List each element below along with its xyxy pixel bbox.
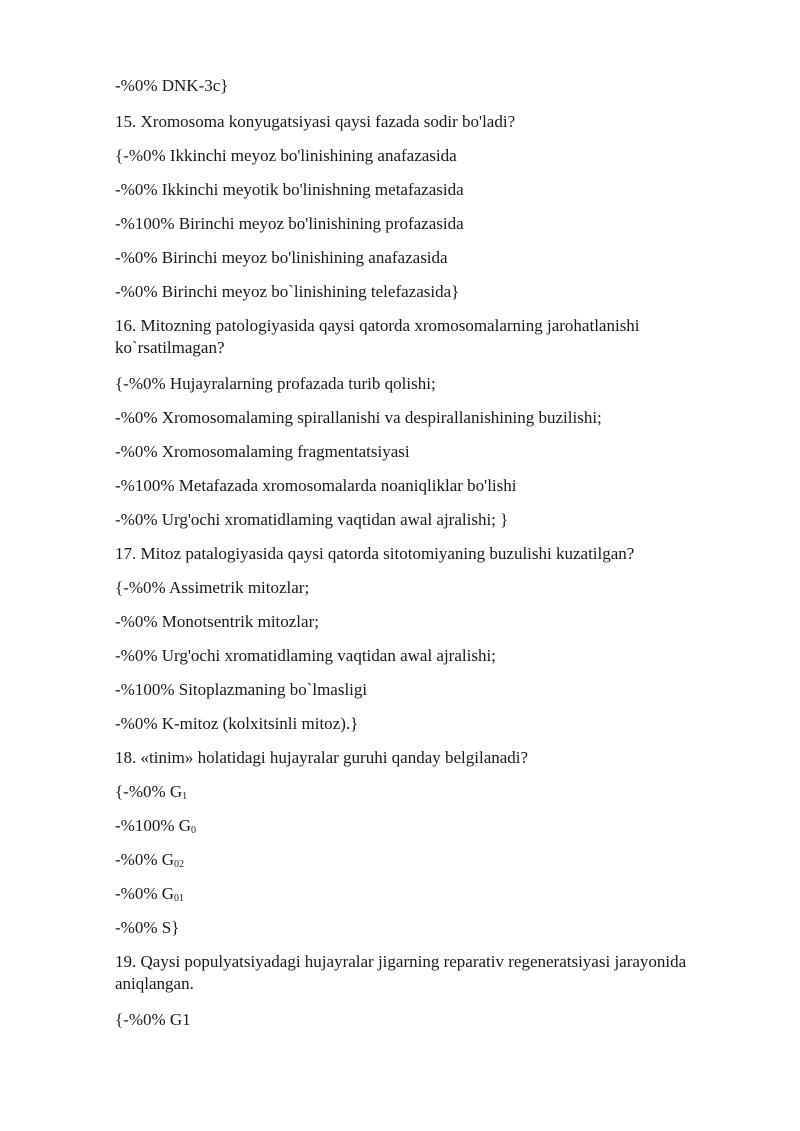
question-16: 16. Mitozning patologiyasida qaysi qatorda xromosomalarning jarohatlanishi ko`rsatilmagan? [115, 316, 640, 357]
answer-line: -%0% Birinchi meyoz bo`linishining telefazasida} [115, 282, 460, 301]
answer-line: -%100% Metafazada xromosomalarda noaniqliklar bo'lishi [115, 476, 517, 495]
answer-line: -%0% Urg'ochi xromatidlaming vaqtidan awal ajralishi; } [115, 510, 509, 529]
answer-line: -%100% $G_0$ [115, 816, 197, 836]
answer-line: -%0% $G_{02}$ [115, 850, 185, 870]
answer-line: -%0% DNK-3c} [115, 76, 229, 95]
answer-line: {-%0% Assimetrik mitozlar; [115, 578, 310, 597]
question-19: 19. Qaysi populyatsiyadagi hujayralar jigarning reparativ regeneratsiyasi jarayonida aniqlangan. [115, 952, 687, 993]
answer-line: {-%0% Hujayralarning profazada turib qolishi; [115, 374, 436, 393]
question-18: 18. «tinim» holatidagi hujayralar guruhi qanday belgilanadi? [115, 748, 529, 767]
answer-line: -%0% Monotsentrik mitozlar; [115, 612, 319, 631]
answer-line: -%0% Xromosomalaming fragmentatsiyasi [115, 442, 410, 461]
answer-line: -%0% Birinchi meyoz bo'linishining anafazasida [115, 248, 448, 267]
answer-line: {-%0% Ikkinchi meyoz bo'linishining anafazasida [115, 146, 457, 165]
answer-line: -%0% Xromosomalaming spirallanishi va despirallanishining buzilishi; [115, 408, 602, 427]
answer-line: -%0% Ikkinchi meyotik bo'linishning metafazasida [115, 180, 464, 199]
answer-line: -%0% S} [115, 918, 180, 937]
answer-line: -%100% Birinchi meyoz bo'linishining profazasida [115, 214, 464, 233]
answer-line: {-%0% $G_1$ [115, 782, 188, 802]
question-17: 17. Mitoz patalogiyasida qaysi qatorda sitotomiyaning buzulishi kuzatilgan? [115, 544, 635, 563]
answer-line: -%0% K-mitoz (kolxitsinli mitoz).} [115, 714, 359, 733]
answer-line: -%0% $G_{01}$ [115, 884, 185, 904]
answer-line: -%0% Urg'ochi xromatidlaming vaqtidan awal ajralishi; [115, 646, 496, 665]
question-15: 15. Xromosoma konyugatsiyasi qaysi fazada sodir bo'ladi? [115, 112, 516, 131]
answer-line: {-%0% G1 [115, 1010, 191, 1029]
answer-line: -%100% Sitoplazmaning bo`lmasligi [115, 680, 368, 699]
